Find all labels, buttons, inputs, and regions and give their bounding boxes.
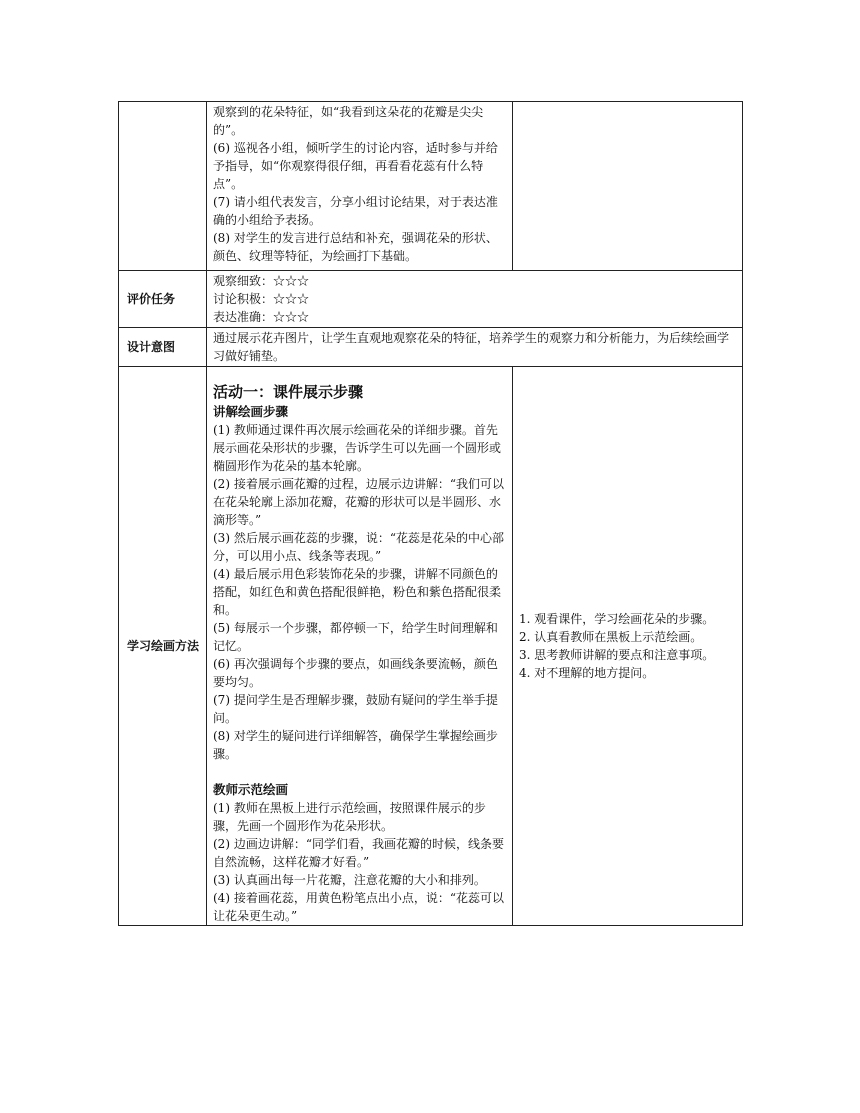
student-item: 4. 对不理解的地方提问。 <box>519 666 655 680</box>
section-title: 讲解绘画步骤 <box>213 404 289 419</box>
step-item: (6) 再次强调每个步骤的要点，如画线条要流畅，颜色要均匀。 <box>213 657 498 689</box>
step-item: (1) 教师通过课件再次展示绘画花朵的详细步骤。首先展示画花朵形状的步骤，告诉学生可以先画一个圆形或椭圆形作为花朵的基本轮廓。 <box>213 423 502 473</box>
design-content-cell <box>207 328 743 367</box>
demo-item: (3) 认真画出每一片花瓣，注意花瓣的大小和排列。 <box>213 873 486 887</box>
evaluation-row <box>119 271 743 328</box>
section-title: 教师示范绘画 <box>213 782 289 797</box>
evaluation-item: 表达准确：☆☆☆ <box>213 310 310 324</box>
learning-label: 学习绘画方法 <box>119 367 207 926</box>
step-item: (2) 接着展示画花瓣的过程，边展示边讲解：“我们可以在花朵轮廓上添加花瓣，花瓣的形状可以是半圆形、水滴形等。” <box>213 477 504 527</box>
student-item: 1. 观看课件，学习绘画花朵的步骤。 <box>519 612 715 626</box>
learning-row <box>119 367 743 926</box>
student-item: 2. 认真看教师在黑板上示范绘画。 <box>519 630 703 644</box>
continuation-student-cell <box>513 102 743 271</box>
step-item: (3) 然后展示画花蕊的步骤，说：“花蕊是花朵的中心部分，可以用小点、线条等表现。” <box>213 531 504 563</box>
demo-item: (1) 教师在黑板上进行示范绘画，按照课件展示的步骤，先画一个圆形作为花朵形状。 <box>213 801 486 833</box>
evaluation-item: 观察细致：☆☆☆ <box>213 274 310 288</box>
continuation-content-cell <box>207 102 513 271</box>
learning-teacher-cell <box>207 367 513 926</box>
demo-item: (2) 边画边讲解：“同学们看，我画花瓣的时候，线条要自然流畅，这样花瓣才好看。” <box>213 837 504 869</box>
learning-student-cell <box>513 367 743 926</box>
step-item: (8) 对学生的疑问进行详细解答，确保学生掌握绘画步骤。 <box>213 729 498 761</box>
design-text: 通过展示花卉图片，让学生直观地观察花朵的特征，培养学生的观察力和分析能力，为后续绘画学习做好铺垫。 <box>213 331 730 363</box>
evaluation-content-cell <box>207 271 743 328</box>
demo-item: (4) 接着画花蕊，用黄色粉笔点出小点，说：“花蕊可以让花朵更生动。” <box>213 891 504 923</box>
step-item: (7) 提问学生是否理解步骤，鼓励有疑问的学生举手提问。 <box>213 693 498 725</box>
lesson-plan-table <box>118 101 743 926</box>
step-item: (4) 最后展示用色彩装饰花朵的步骤，讲解不同颜色的搭配，如红色和黄色搭配很鲜艳，粉色和紫色搭配很柔和。 <box>213 567 502 617</box>
activity-title: 活动一：课件展示步骤 <box>213 383 364 401</box>
continuation-label-cell <box>119 102 207 271</box>
continuation-row <box>119 102 743 271</box>
paragraph: (6) 巡视各小组，倾听学生的讨论内容，适时参与并给予指导，如“你观察得很仔细，再看看花蕊有什么特点”。 <box>213 141 498 191</box>
paragraph: (7) 请小组代表发言，分享小组讨论结果，对于表达准确的小组给予表扬。 <box>213 195 498 227</box>
student-item: 3. 思考教师讲解的要点和注意事项。 <box>519 648 715 662</box>
design-row <box>119 328 743 367</box>
paragraph: (8) 对学生的发言进行总结和补充，强调花朵的形状、颜色、纹理等特征，为绘画打下基础。 <box>213 231 498 263</box>
evaluation-item: 讨论积极：☆☆☆ <box>213 292 310 306</box>
evaluation-label: 评价任务 <box>119 271 207 328</box>
step-item: (5) 每展示一个步骤，都停顿一下，给学生时间理解和记忆。 <box>213 621 498 653</box>
paragraph: 观察到的花朵特征，如“我看到这朵花的花瓣是尖尖的”。 <box>213 105 484 137</box>
spacer <box>213 763 506 781</box>
design-label: 设计意图 <box>119 328 207 367</box>
